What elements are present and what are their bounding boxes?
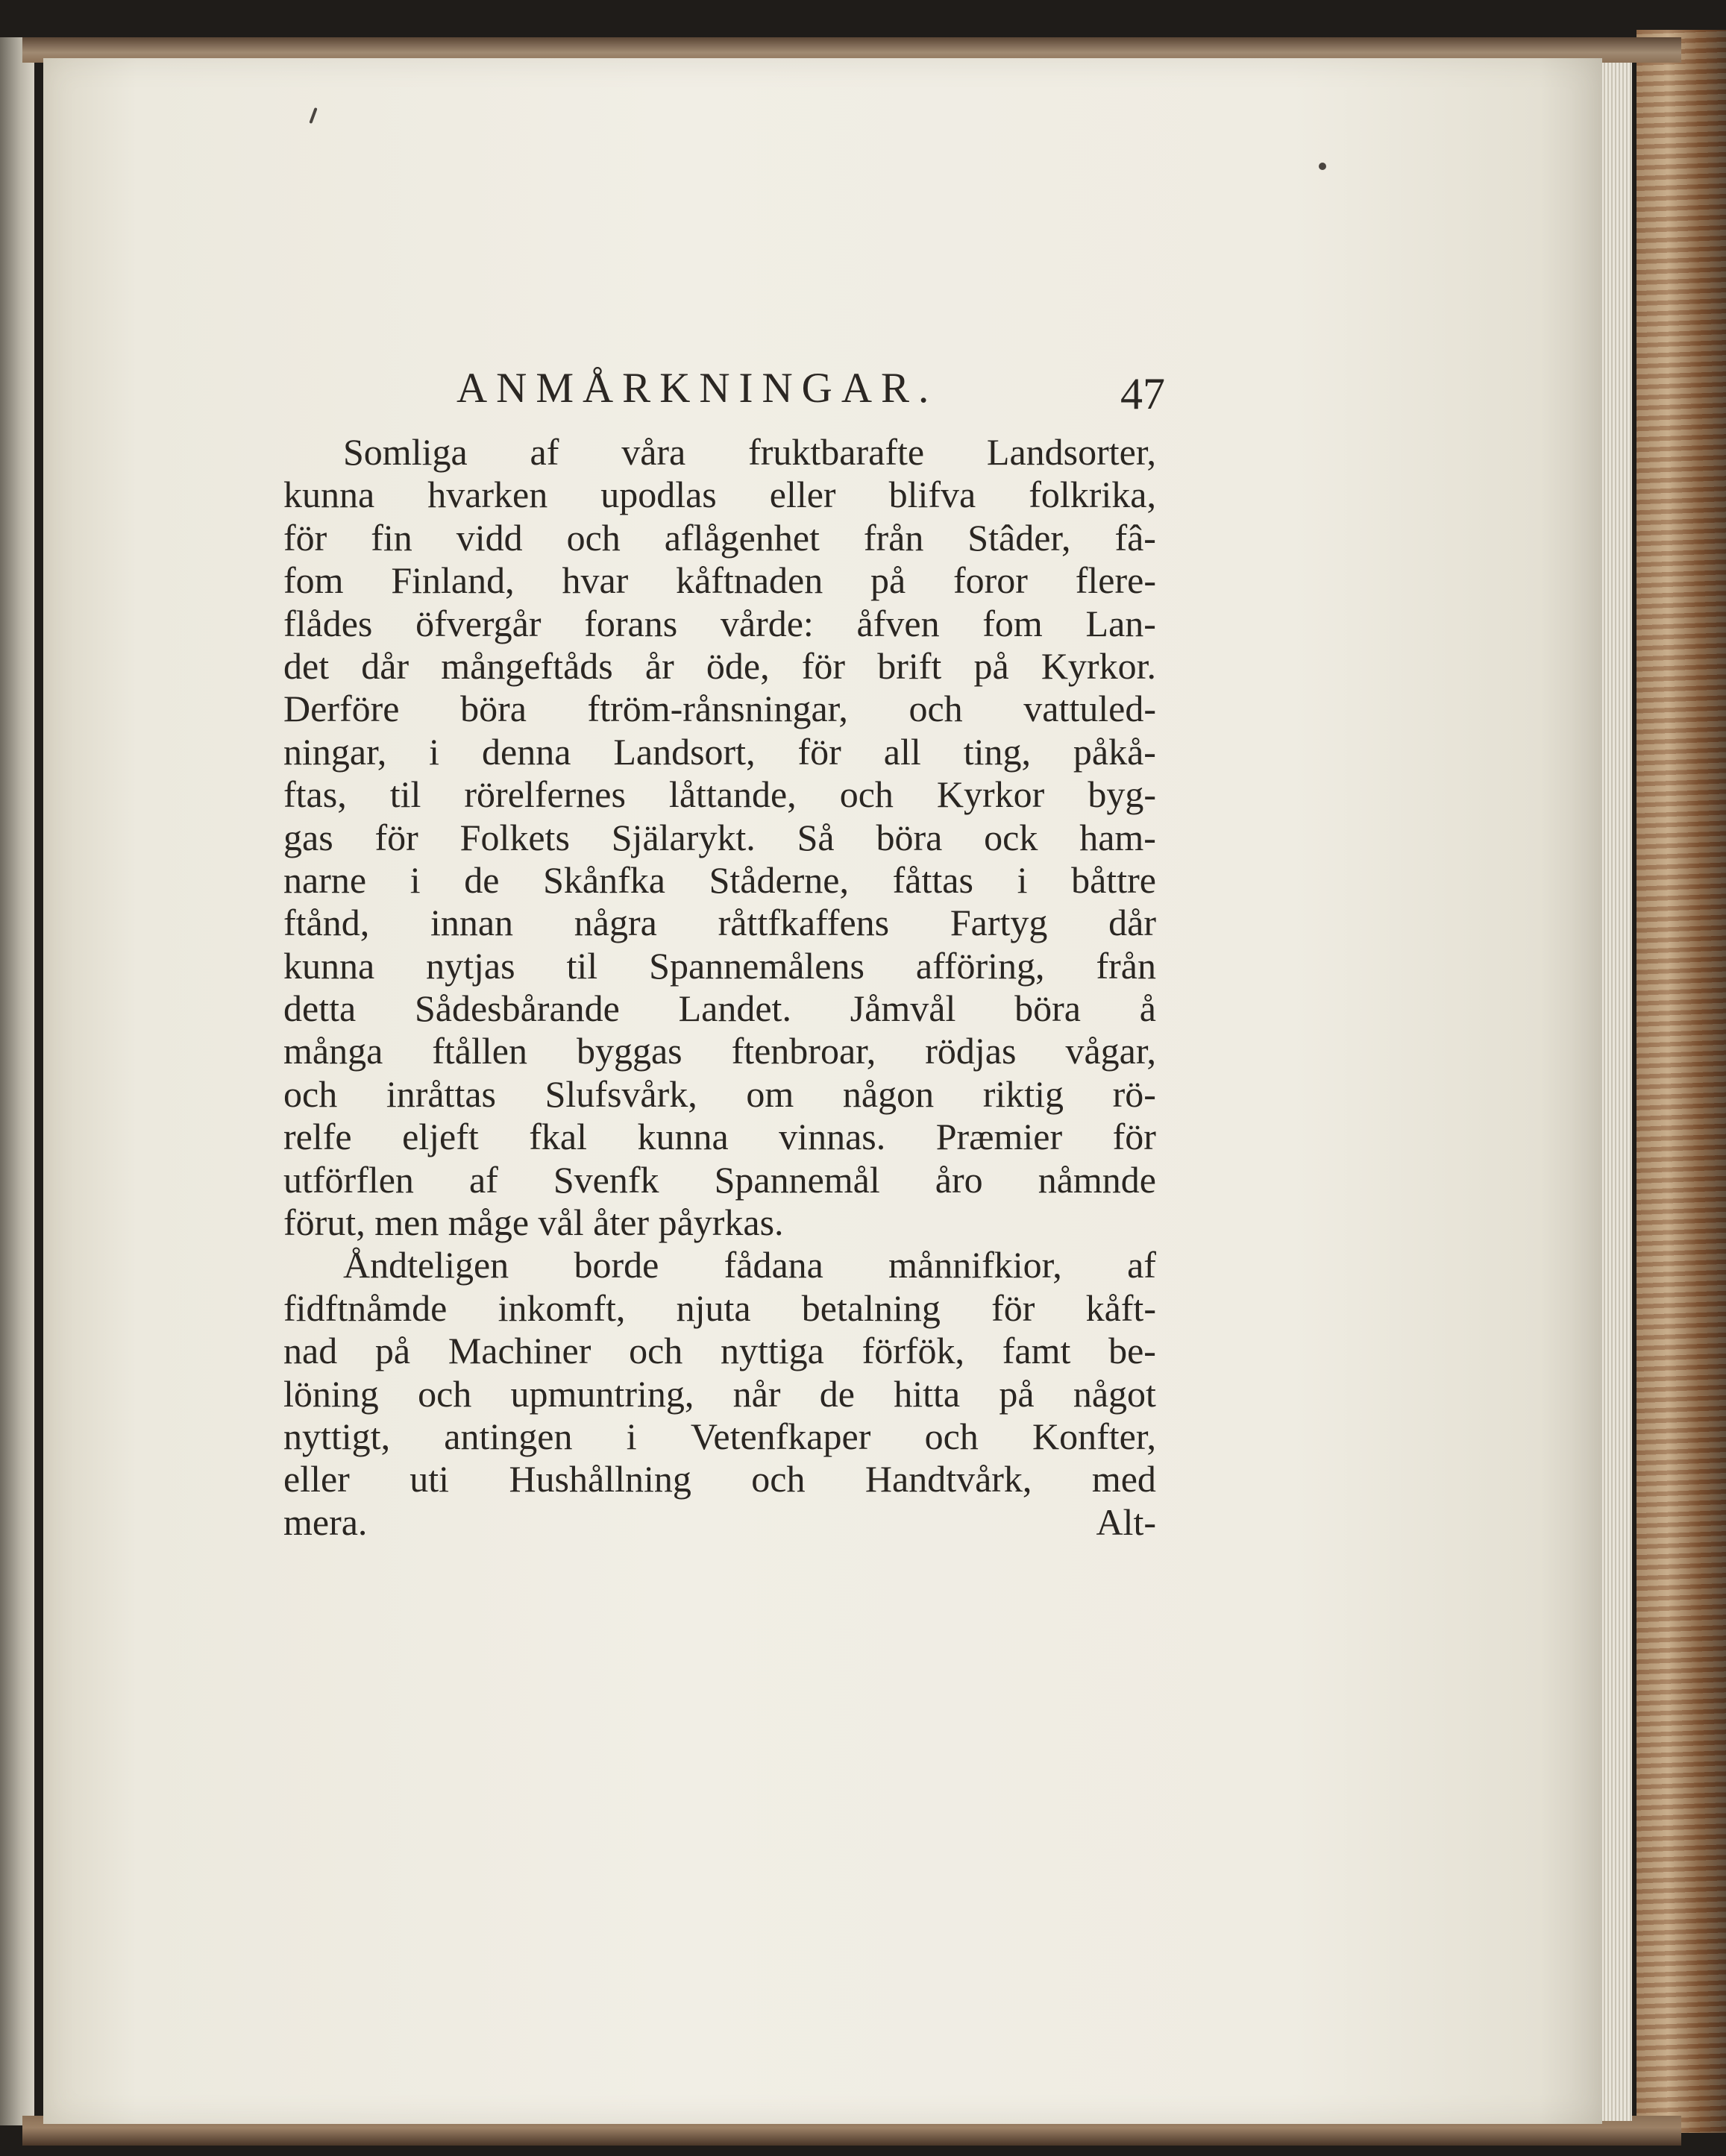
text-line: mera. bbox=[283, 1500, 368, 1543]
text-line: fom Finland, hvar kåftnaden på foror flere- bbox=[283, 559, 1156, 602]
facing-page-edge bbox=[0, 37, 34, 2125]
text-line: flådes öfvergår forans vårde: åfven fom Lan- bbox=[283, 602, 1156, 644]
page-header bbox=[456, 364, 1165, 424]
text-line: fidftnåmde inkomft, njuta betalning för kåft- bbox=[283, 1286, 1156, 1329]
text-line: Somliga af våra fruktbarafte Landsorter, bbox=[343, 431, 1156, 473]
ink-mark bbox=[309, 107, 317, 124]
text-line: ftånd, innan några råttfkaffens Fartyg dår bbox=[283, 902, 1156, 944]
text-line: relfe eljeft fkal kunna vinnas. Præmier för bbox=[283, 1116, 1156, 1158]
text-line: ningar, i denna Landsort, för all ting, påkå- bbox=[283, 730, 1156, 773]
final-line bbox=[283, 1501, 1156, 1544]
text-line: löning och upmuntring, når de hitta på något bbox=[283, 1372, 1156, 1415]
text-line: det dår mångeftåds år öde, för brift på Kyrkor. bbox=[283, 644, 1156, 687]
text-line: kunna hvarken upodlas eller blifva folkrika, bbox=[283, 474, 1156, 516]
text-line: kunna nytjas til Spannemålens afföring, från bbox=[283, 944, 1156, 987]
text-line: nyttigt, antingen i Vetenfkaper och Konfter, bbox=[283, 1415, 1156, 1457]
text-line: nad på Machiner och nyttiga förfök, famt be- bbox=[283, 1330, 1156, 1372]
catchword: Alt- bbox=[1096, 1500, 1156, 1543]
text-line: eller uti Hushållning och Handtvårk, med bbox=[283, 1458, 1156, 1500]
text-line: för fin vidd och aflågenhet från Stâder, fâ- bbox=[283, 516, 1156, 559]
text-line: Derföre böra ftröm-rånsningar, och vattuled- bbox=[283, 688, 1156, 730]
binding-cover-edge bbox=[1636, 30, 1726, 2133]
page-number: 47 bbox=[1120, 369, 1165, 418]
text-line: ftas, til rörelfernes låttande, och Kyrkor byg- bbox=[283, 773, 1156, 816]
text-line: många ftållen byggas ftenbroar, rödjas vågar, bbox=[283, 1030, 1156, 1072]
running-head: ANMÅRKNINGAR. bbox=[456, 365, 938, 412]
body-text bbox=[283, 431, 1156, 1544]
text-line: utförflen af Svenfk Spannemål åro nåmnde bbox=[283, 1158, 1156, 1201]
text-line: gas för Folkets Själarykt. Så böra ock ham- bbox=[283, 816, 1156, 858]
text-line: Åndteligen borde fådana månnifkior, af bbox=[343, 1244, 1156, 1286]
ink-speck bbox=[1319, 163, 1326, 170]
text-line: narne i de Skånfka Ståderne, fåttas i båttre bbox=[283, 858, 1156, 901]
page-fore-edge bbox=[1598, 63, 1632, 2121]
text-line: förut, men måge vål åter påyrkas. bbox=[283, 1201, 784, 1244]
text-line: detta Sådesbårande Landet. Jåmvål böra å bbox=[283, 987, 1156, 1030]
text-line: och inråttas Slufsvårk, om någon riktig rö- bbox=[283, 1072, 1156, 1115]
